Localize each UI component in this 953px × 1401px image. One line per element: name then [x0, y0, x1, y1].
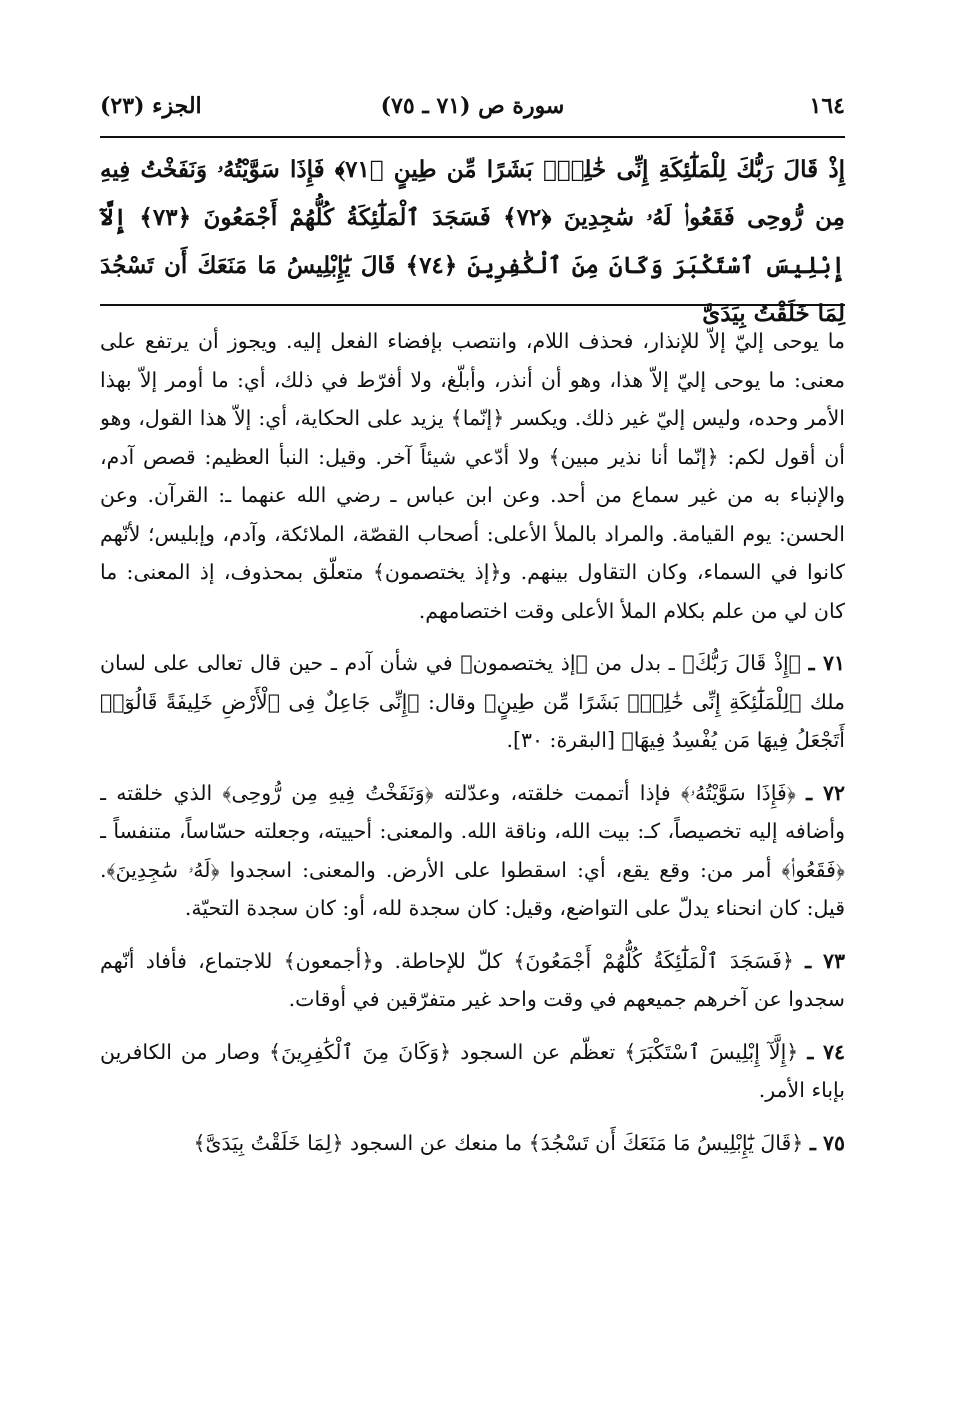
page-header [100, 86, 845, 126]
commentary-paragraph [100, 322, 845, 630]
commentary-paragraph [100, 1033, 845, 1110]
juz-label: الجزء (٢٣) [100, 93, 202, 119]
commentary-text: ﴿فَسَجَدَ ٱلْمَلَٰٓئِكَةُ كُلُّهُمْ أَجْمَعُونَ﴾ كلّ للإحاطة. و﴿أجمعون﴾ للاجتماع، فأفاد أنّهم سجدوا عن آخرهم جميعهم في وقت واحد غير متفرّقين في أوقات. [100, 948, 845, 1011]
quran-verses: إِذْ قَالَ رَبُّكَ لِلْمَلَٰٓئِكَةِ إِنِّى خَٰلِقٌۢ بَشَرًا مِّن طِينٍ ﴿٧١﴾ فَإِذَا سَوَّيْتُهُۥ وَنَفَخْتُ فِيهِ مِن رُّوحِى فَقَعُوا۟ لَهُۥ سَٰجِدِينَ ﴿٧٢﴾ فَسَجَدَ ٱلْمَلَٰٓئِكَةُ كُلُّهُمْ أَجْمَعُونَ ﴿٧٣﴾ إِلَّآ إِبْلِيسَ ٱسْتَكْبَرَ وَكَانَ مِنَ ٱلْكَٰفِرِينَ ﴿٧٤﴾ قَالَ يَٰٓإِبْلِيسُ مَا مَنَعَكَ أَن تَسْجُدَ لِمَا خَلَقْتُ بِيَدَىَّ [100, 156, 845, 327]
page-number: ١٦٤ [809, 93, 845, 119]
header-rule [100, 136, 845, 138]
surah-title: سورة ص (٧١ ـ ٧٥) [380, 93, 565, 119]
verse-number: ٧٣ ـ [805, 948, 845, 973]
commentary-text: ﴿إِذْ قَالَ رَبُّكَ﴾ ـ بدل من ﴿إذ يختصمون﴾ في شأن آدم ـ حين قال تعالى على لسان ملك ﴿لِلْمَلَٰٓئِكَةِ إِنِّى خَٰلِقٌۢ بَشَرًا مِّن طِينٍ﴾ وقال: ﴿إِنِّى جَاعِلٌ فِى ٱلْأَرْضِ خَلِيفَةً قَالُوٓا۟ أَتَجْعَلُ فِيهَا مَن يُفْسِدُ فِيهَا﴾ [البقرة: ٣٠]. [100, 651, 845, 752]
commentary-text: ﴿قَالَ يَٰٓإِبْلِيسُ مَا مَنَعَكَ أَن تَسْجُدَ﴾ ما منعك عن السجود ﴿لِمَا خَلَقْتُ بِيَدَىَّ﴾ [193, 1130, 804, 1155]
commentary-paragraph [100, 774, 845, 928]
verse-number: ٧٤ ـ [807, 1039, 845, 1064]
verse-number: ٧١ ـ [808, 651, 845, 675]
verse-number: ٧٥ ـ [809, 1130, 845, 1155]
verse-number: ٧٢ ـ [806, 780, 845, 805]
commentary-text: ﴿إِلَّآ إِبْلِيسَ ٱسْتَكْبَرَ﴾ تعظّم عن السجود ﴿وَكَانَ مِنَ ٱلْكَٰفِرِينَ﴾ وصار من الكافرين بإباء الأمر. [100, 1039, 845, 1102]
commentary-paragraph [100, 1124, 845, 1163]
commentary-text: ما يوحى إليّ إلاّ للإنذار، فحذف اللام، وانتصب بإفضاء الفعل إليه. ويجوز أن يرتفع على معنى: ما يوحى إليّ إلاّ هذا، وهو أن أنذر، وأبلّغ، ولا أفرّط في ذلك، أي: ما أومر إلاّ بهذا الأمر وحده، وليس إليّ غير ذلك. ويكسر ﴿إنّما﴾ يزيد على الحكاية، أي: إلاّ هذا القول، وهو أن أقول لكم: ﴿إنّما أنا نذير مبين﴾ ولا أدّعي شيئاً آخر. وقيل: النبأ العظيم: قصص آدم، والإنباء به من غير سماع من أحد. وعن ابن عباس ـ رضي الله عنهما ـ: القرآن. وعن الحسن: يوم القيامة. والمراد بالملأ الأعلى: أصحاب القصّة، الملائكة، وآدم، وإبليس؛ لأنّهم كانوا في السماء، وكان التقاول بينهم. و﴿إذ يختصمون﴾ متعلّق بمحذوف، إذ المعنى: ما كان لي من علم بكلام الملأ الأعلى وقت اختصامهم. [100, 329, 845, 623]
commentary [100, 322, 845, 1361]
verses-rule [100, 304, 845, 306]
commentary-paragraph [100, 942, 845, 1019]
commentary-text: ﴿فَإِذَا سَوَّيْتُهُۥ﴾ فإذا أتممت خلقته، وعدّلته ﴿وَنَفَخْتُ فِيهِ مِن رُّوحِى﴾ الذي خلقته ـ وأضافه إليه تخصيصاً، كـ: بيت الله، وناقة الله. والمعنى: أحييته، وجعلته حسّاساً، متنفساً ـ ﴿فَقَعُوا۟﴾ أمر من: وقع يقع، أي: اسقطوا على الأرض. والمعنى: اسجدوا ﴿لَهُۥ سَٰجِدِينَ﴾. قيل: كان انحناء يدلّ على التواضع، وقيل: كان سجدة لله، أو: كان سجدة التحيّة. [100, 780, 845, 920]
commentary-paragraph [100, 644, 845, 760]
